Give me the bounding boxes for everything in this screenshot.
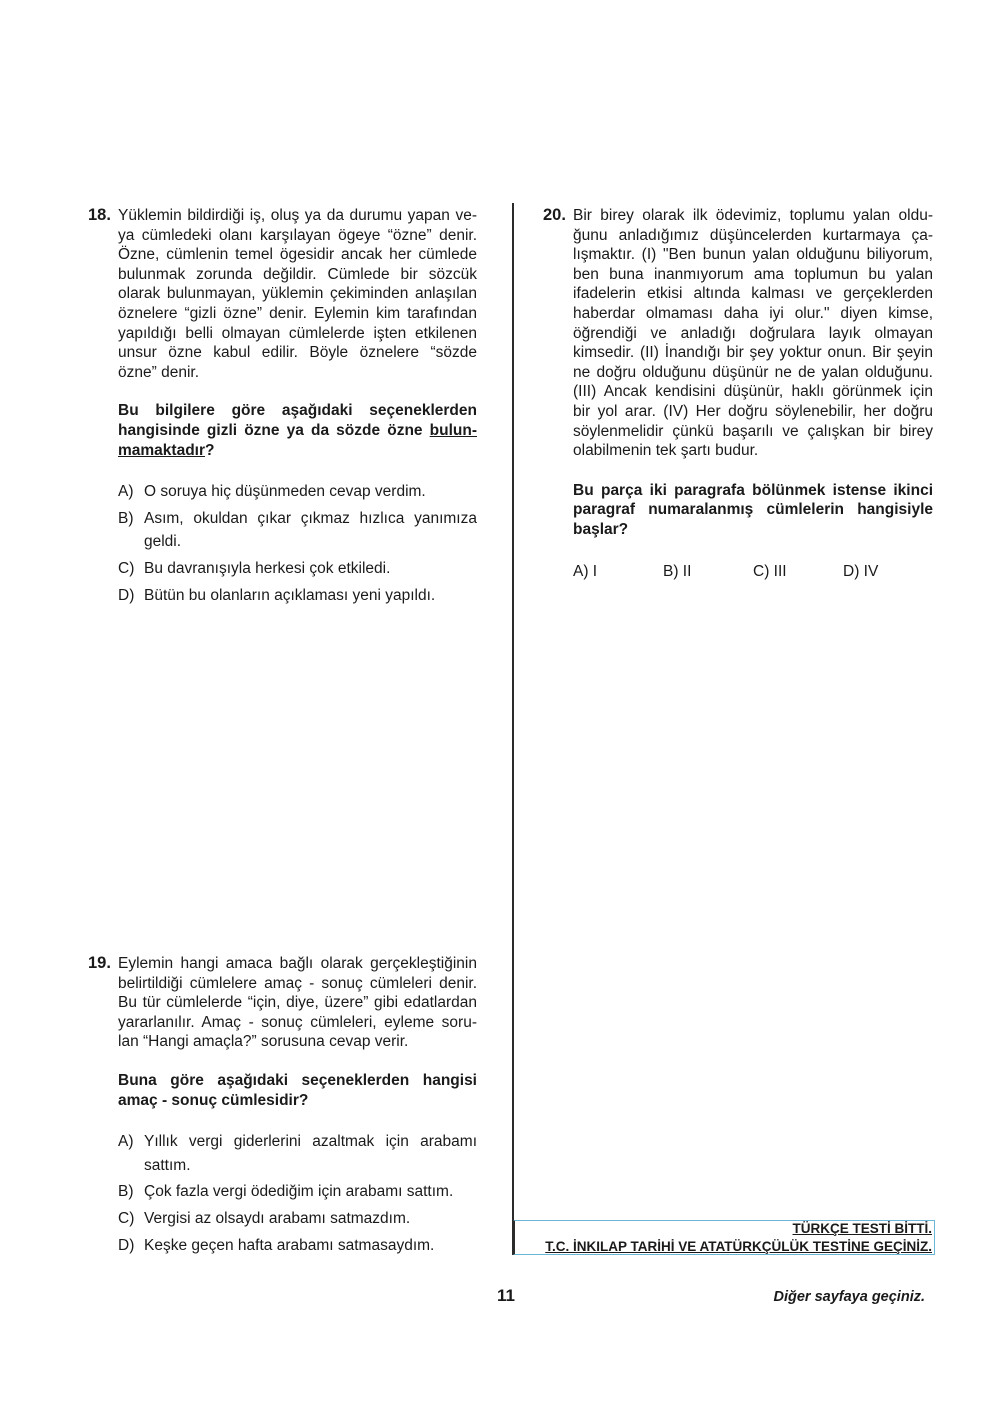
- next-test-text: T.C. İNKILAP TARİHİ VE ATATÜRKÇÜLÜK TESTİNE GEÇİNİZ.: [545, 1239, 932, 1254]
- stem-line: ne doğru olduğunu düşünür ne de yalan olduğunu.: [573, 363, 933, 381]
- stem-line: Yüklemin bildirdiği iş, oluş ya da durumu yapan ve-: [118, 207, 477, 224]
- option-text: [144, 1236, 434, 1256]
- question-prompt: [573, 481, 933, 540]
- column-divider: [512, 203, 514, 1255]
- next-page-note: Diğer sayfaya geçiniz.: [773, 1289, 925, 1305]
- option-a[interactable]: A) I: [573, 562, 598, 580]
- question-19: [88, 954, 477, 1262]
- stem-line: söylenmelidir çünkü başarılı ve çalışkan bir birey: [573, 422, 933, 440]
- option-text: [144, 1182, 453, 1202]
- prompt-line: amaç - sonuç cümlesidir?: [118, 1091, 309, 1109]
- option-text: [144, 586, 435, 606]
- stem-line: öğrendiği ve anladığı doğrulara layık olmayan: [573, 324, 933, 342]
- prompt-line: Buna göre aşağıdaki seçeneklerden hangisi: [118, 1071, 477, 1089]
- option-d[interactable]: D) IV: [843, 562, 879, 580]
- stem-line: öznelere “gizli özne” denir. Eylemin kim tarafından: [118, 304, 477, 322]
- stem-line: Bir birey olarak ilk ödevimiz, toplumu yalan oldu-: [573, 207, 933, 224]
- option-letter: D): [118, 1236, 135, 1254]
- stem-line: haberdar olmaması daha iyi olur." diyen kimse,: [573, 304, 933, 322]
- option-line: Çok fazla vergi ödediğim için arabamı sattım.: [144, 1183, 454, 1201]
- option-c[interactable]: C) III: [753, 562, 787, 580]
- question-number: 18.: [88, 206, 111, 224]
- option-line: Yıllık vergi giderlerini azaltmak için arabamı: [144, 1133, 477, 1151]
- option-d[interactable]: [118, 1236, 477, 1256]
- page-number: 11: [497, 1286, 515, 1305]
- underlined-word: mamaktadır: [118, 441, 206, 459]
- notice-line: [515, 1239, 934, 1255]
- stem-line: Bu tür cümlelerde “için, diye, üzere” gibi edatlardan: [118, 994, 477, 1012]
- option-line: geldi.: [144, 533, 182, 551]
- question-number: 19.: [88, 954, 111, 972]
- question-20: [543, 206, 933, 581]
- stem-line: ğunu anladığımız düşüncelerden kurtarmaya ça-: [573, 226, 933, 244]
- option-line: Asım, okuldan çıkar çıkmaz hızlıca yanımıza: [144, 509, 477, 527]
- option-text: [144, 1132, 477, 1175]
- answer-options: [573, 562, 933, 582]
- question-prompt: [118, 1071, 477, 1110]
- stem-line: lan “Hangi amaçla?” sorusuna cevap verir.: [118, 1033, 409, 1051]
- stem-line: yararlanılır. Amaç - sonuç cümleleri, eyleme soru-: [118, 1013, 477, 1031]
- question-stem: [118, 954, 477, 1052]
- prompt-line: [118, 441, 477, 461]
- prompt-line: Bu parça iki paragrafa bölünmek istense ikinci: [573, 481, 933, 499]
- stem-line: belirtildiği cümlelere amaç - sonuç cümleleri denir.: [118, 974, 477, 992]
- option-c[interactable]: [118, 1209, 477, 1229]
- prompt-line: [118, 421, 477, 441]
- stem-line: (III) Ancak kendisini düşünür, haklı görünmek için: [573, 383, 933, 401]
- option-line: Keşke geçen hafta arabamı satmasaydım.: [144, 1236, 435, 1254]
- answer-options: [118, 482, 477, 605]
- stem-line: Özne, cümlenin temel ögesidir ancak her cümlede: [118, 246, 477, 264]
- question-number: 20.: [543, 206, 566, 224]
- option-line: sattım.: [144, 1156, 191, 1174]
- stem-line: olabilmenin tek şartı budur.: [573, 442, 759, 460]
- stem-line: bir yol arar. (IV) Her doğru söylenebilir, her doğru: [573, 402, 933, 420]
- stem-line: lışmaktır. (I) "Ben bunun yalan olduğunu biliyorum,: [573, 246, 933, 264]
- stem-line: unsur özne kabul edilir. Böyle öznelere “sözde: [118, 344, 477, 362]
- question-18: [88, 206, 477, 612]
- option-text: [144, 559, 390, 579]
- option-line: Vergisi az olsaydı arabamı satmazdım.: [144, 1209, 411, 1227]
- prompt-line: başlar?: [573, 520, 629, 538]
- option-letter: B): [118, 1183, 134, 1201]
- stem-line: Eylemin hangi amaca bağlı olarak gerçekleştiğinin: [118, 955, 477, 972]
- option-letter: C): [118, 559, 135, 577]
- option-b[interactable]: B) II: [663, 562, 692, 580]
- question-stem: [118, 206, 477, 382]
- question-stem: [573, 206, 933, 461]
- option-c[interactable]: [118, 559, 477, 579]
- option-text: [144, 482, 426, 502]
- stem-line: bulunmak zorunda değildir. Cümlede bir sözcük: [118, 265, 477, 283]
- option-text: [144, 509, 477, 552]
- option-b[interactable]: [118, 509, 477, 552]
- prompt-line: paragraf numaralanmış cümlelerin hangisiyle: [573, 501, 933, 519]
- answer-options: [118, 1132, 477, 1255]
- option-letter: C): [118, 1209, 135, 1227]
- prompt-text: hangisinde gizli özne ya da sözde özne: [118, 421, 430, 439]
- option-line: Bu davranışıyla herkesi çok etkiledi.: [144, 559, 391, 577]
- stem-line: özne” denir.: [118, 363, 199, 381]
- test-finished-text: TÜRKÇE TESTİ BİTTİ.: [792, 1221, 932, 1236]
- option-b[interactable]: [118, 1182, 477, 1202]
- question-prompt: [118, 401, 477, 460]
- option-d[interactable]: [118, 586, 477, 606]
- notice-line: [515, 1221, 934, 1237]
- stem-line: ifadelerin etkisi altında kalması ve gerçeklerden: [573, 285, 933, 303]
- stem-line: olarak bulunmayan, yüklemin çekiminden anlaşılan: [118, 285, 477, 303]
- stem-line: ya cümledeki olanı karşılayan ögeye “özne” denir.: [118, 226, 477, 244]
- option-a[interactable]: [118, 1132, 477, 1175]
- option-letter: A): [118, 483, 134, 501]
- stem-line: kimsedir. (II) İnandığı bir şey yoktur onun. Bir şeyin: [573, 344, 933, 362]
- option-a[interactable]: [118, 482, 477, 502]
- option-text: [144, 1209, 410, 1229]
- stem-line: ben buna inanmıyorum ama toplumun bu yalan: [573, 265, 933, 283]
- prompt-line: Bu bilgilere göre aşağıdaki seçeneklerden: [118, 402, 477, 420]
- test-end-notice: [513, 1220, 935, 1255]
- stem-line: yapıldığı belli olmayan cümlelerde işten etkilenen: [118, 324, 477, 342]
- option-letter: D): [118, 586, 135, 604]
- option-letter: A): [118, 1133, 134, 1151]
- question-mark: ?: [205, 441, 215, 459]
- option-letter: B): [118, 509, 134, 527]
- option-line: Bütün bu olanların açıklaması yeni yapıldı.: [144, 586, 436, 604]
- underlined-word: bulun-: [429, 421, 477, 439]
- option-line: O soruya hiç düşünmeden cevap verdim.: [144, 483, 426, 501]
